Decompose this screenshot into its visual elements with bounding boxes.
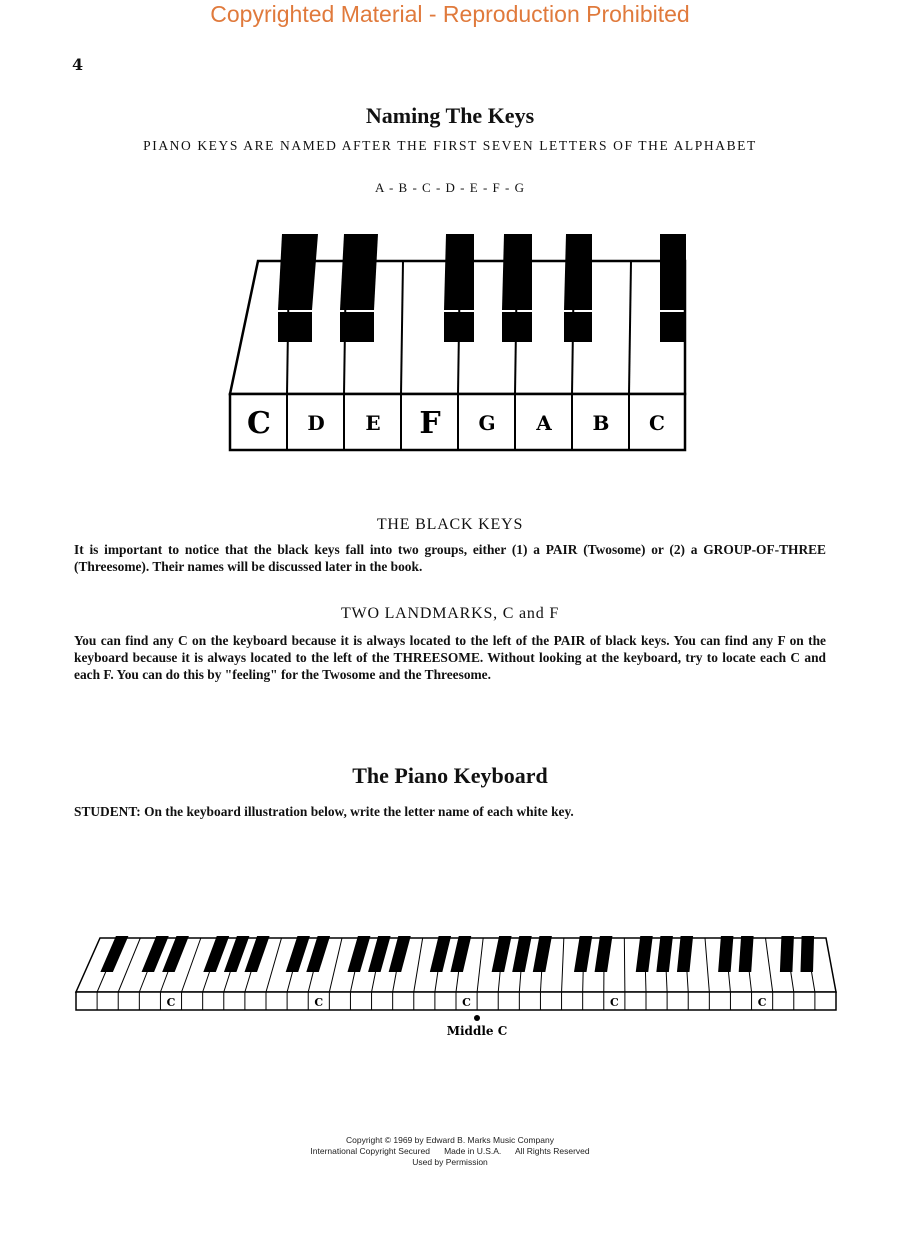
- key-fronts: [230, 394, 685, 450]
- c-key-label: C: [757, 996, 767, 1009]
- black-key: [800, 936, 814, 972]
- c-key-label: C: [314, 996, 324, 1009]
- key-label-c-upper: C: [649, 411, 665, 435]
- key-label-d: D: [307, 411, 325, 435]
- black-key: [780, 936, 794, 972]
- c-key-label: C: [609, 996, 619, 1009]
- page-number: 4: [72, 55, 84, 74]
- white-key-divider: [624, 938, 625, 992]
- naming-keys-title: Naming The Keys: [365, 103, 535, 128]
- large-keyboard-illustration: [228, 228, 692, 454]
- student-instruction: STUDENT: On the keyboard illustration below, write the letter name of each white key.: [74, 804, 574, 819]
- black-key: [739, 936, 754, 972]
- copyright-line-1: Copyright © 1969 by Edward B. Marks Music Company: [346, 1135, 554, 1145]
- c-key-label: C: [166, 996, 176, 1009]
- copyright-line-2: International Copyright Secured Made in U.S.A. All Rights Reserved: [310, 1146, 590, 1156]
- landmarks-heading: TWO LANDMARKS, C and F: [340, 605, 560, 622]
- landmarks-paragraph: You can find any C on the keyboard because it is always located to the left of the PAIR of black keys. You can find any F on the keyboard because it is always located to the left of the THREESOME. Without looking at the keyboard, try to locate each C and each F. You can do this by "feeling" for the Twosome and the Threesome.: [74, 633, 826, 682]
- key-label-b: B: [592, 411, 610, 435]
- full-keyboard-illustration: [0, 920, 900, 1050]
- key-label-c: C: [247, 406, 271, 441]
- key-label-a: A: [536, 411, 552, 435]
- black-keys-heading: THE BLACK KEYS: [376, 516, 524, 533]
- watermark: Copyrighted Material - Reproduction Prohibited: [210, 1, 690, 27]
- alphabet-letters: A - B - C - D - E - F - G: [375, 180, 525, 195]
- middle-c-marker: [474, 1015, 480, 1021]
- copyright-notice: [0, 1135, 900, 1168]
- middle-c-label: Middle C: [446, 1024, 508, 1038]
- key-label-f: F: [419, 406, 441, 441]
- c-key-label: C: [462, 996, 471, 1009]
- key-label-e: E: [365, 411, 381, 435]
- piano-keyboard-title: The Piano Keyboard: [352, 763, 548, 788]
- key-label-g: G: [478, 411, 496, 435]
- black-keys-paragraph: It is important to notice that the black keys fall into two groups, either (1) a PAIR (Twosome) or (2) a GROUP-OF-THREE (Threesome). Their names will be discussed later in the book.: [74, 542, 826, 574]
- copyright-line-3: Used by Permission: [412, 1157, 488, 1167]
- naming-keys-subtitle: PIANO KEYS ARE NAMED AFTER THE FIRST SEVEN LETTERS OF THE ALPHABET: [143, 138, 757, 153]
